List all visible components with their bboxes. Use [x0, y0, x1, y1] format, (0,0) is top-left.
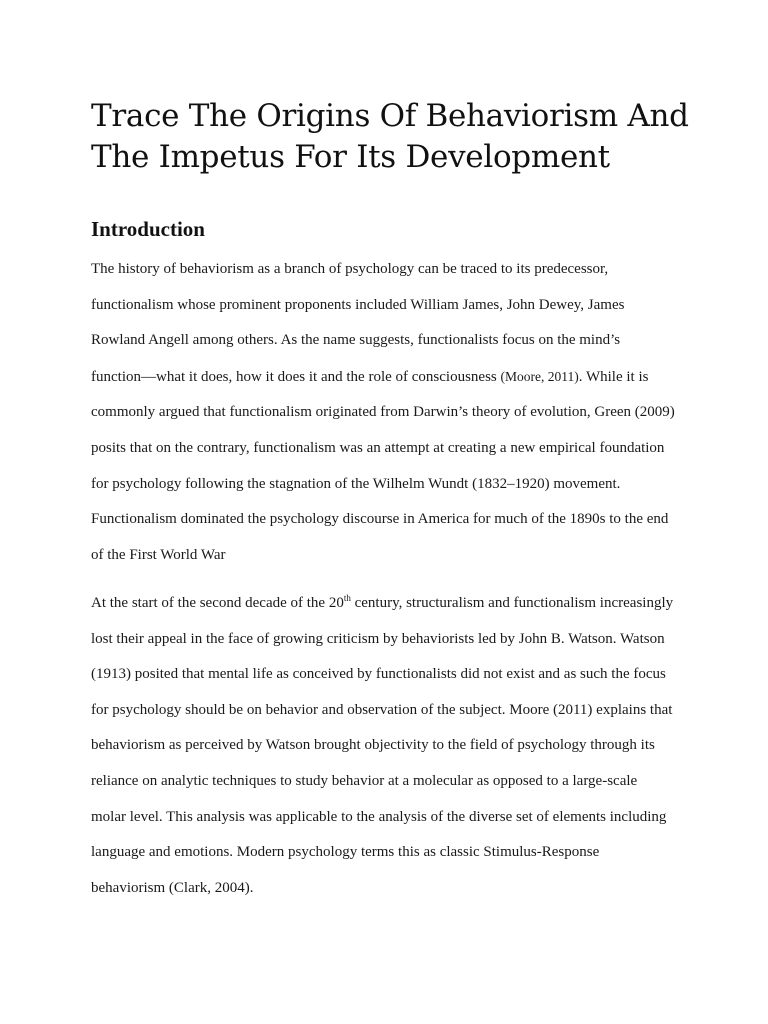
text-line: commonly argued that functionalism originated from Darwin’s theory of evolution, Green (2009) [91, 404, 675, 421]
text-line: Functionalism dominated the psychology discourse in America for much of the 1890s to the end [91, 511, 669, 528]
text-line [91, 359, 691, 396]
text-line: (1913) posited that mental life as conceived by functionalists did not exist and as such the focus [91, 666, 666, 683]
paragraph-2 [91, 586, 691, 906]
section-heading-introduction: Introduction [91, 217, 205, 241]
text-line: posits that on the contrary, functionalism was an attempt at creating a new empirical foundation [91, 439, 665, 456]
text-segment: function—what it does, how it does it and the role of consciousness [91, 368, 497, 385]
text-line: reliance on analytic techniques to study behavior at a molecular as opposed to a large-scale [91, 772, 638, 789]
text-line: The history of behaviorism as a branch of psychology can be traced to its predecessor, [91, 261, 609, 277]
text-line: molar level. This analysis was applicable to the analysis of the diverse set of elements including [91, 808, 667, 825]
text-segment: century, structuralism and functionalism increasingly [350, 595, 674, 611]
text-line: behaviorism as perceived by Watson brought objectivity to the field of psychology through its [91, 737, 655, 754]
citation: (Moore, 2011) [500, 368, 579, 384]
text-line: for psychology should be on behavior and observation of the subject. Moore (2011) explains that [91, 701, 673, 718]
title-line: The Impetus For Its Development [91, 139, 610, 175]
text-segment: At the start of the second decade of the 20 [91, 595, 344, 611]
paragraph-1 [91, 252, 691, 573]
text-segment: . While it is [578, 368, 649, 385]
text-line: of the First World War [91, 546, 226, 563]
title-line: Trace The Origins Of Behaviorism And [91, 98, 689, 134]
document-title [91, 96, 691, 178]
text-line [91, 586, 691, 622]
text-line: lost their appeal in the face of growing criticism by behaviorists led by John B. Watson. Watson [91, 630, 665, 647]
text-line: Rowland Angell among others. As the name suggests, functionalists focus on the mind’s [91, 332, 621, 349]
superscript: th [343, 593, 351, 603]
text-line: for psychology following the stagnation of the Wilhelm Wundt (1832–1920) movement. [91, 475, 621, 492]
text-line: functionalism whose prominent proponents included William James, John Dewey, James [91, 296, 625, 313]
text-line: behaviorism (Clark, 2004). [91, 879, 254, 896]
text-line: language and emotions. Modern psychology terms this as classic Stimulus-Response [91, 844, 600, 861]
